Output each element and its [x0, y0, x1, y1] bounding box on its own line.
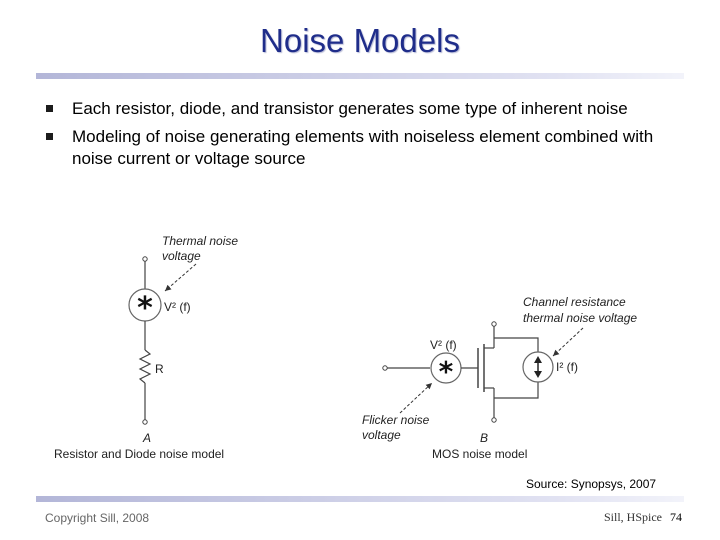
footer-course-text: Sill, HSpice — [603, 510, 662, 524]
thermal-noise-label: Thermal noise — [162, 234, 239, 248]
annotation-arrow — [165, 264, 196, 291]
mos-noise-model — [362, 295, 637, 461]
flicker-noise-label: Flicker noise — [362, 413, 430, 427]
thermal-noise-label-2: voltage — [162, 249, 201, 263]
bullet-text: Each resistor, diode, and transistor generates some type of inherent noise — [72, 99, 628, 118]
svg-text:*: * — [438, 355, 454, 388]
drain-node — [492, 322, 496, 326]
isource-label: I² (f) — [556, 360, 578, 374]
resistor-label: R — [155, 362, 164, 376]
copyright-text: Copyright Sill, 2008 — [45, 511, 150, 525]
terminal-node — [143, 420, 147, 424]
footer-right — [604, 510, 682, 525]
terminal-node — [143, 257, 147, 261]
channel-noise-label-2: thermal noise voltage — [523, 311, 638, 325]
vsource-label: V² (f) — [430, 338, 457, 352]
resistor-caption: Resistor and Diode noise model — [54, 447, 225, 461]
gate-node — [383, 366, 387, 370]
source-node — [492, 418, 496, 422]
svg-text:*: * — [137, 291, 153, 326]
channel-annotation-arrow — [553, 328, 583, 356]
flicker-annotation-arrow — [400, 383, 432, 413]
resistor-noise-model — [54, 234, 238, 461]
footer-divider — [36, 496, 684, 502]
bullet-text: Modeling of noise generating elements with noiseless element combined with noise current or voltage source — [72, 127, 654, 168]
node-label-b: B — [480, 431, 489, 445]
flicker-noise-label-2: voltage — [362, 428, 401, 442]
source-label: V² (f) — [164, 300, 191, 314]
source-citation: Source: Synopsys, 2007 — [526, 477, 657, 491]
channel-noise-label: Channel resistance — [523, 295, 626, 309]
node-label-a: A — [143, 431, 152, 445]
resistor-icon — [140, 350, 150, 383]
slide-title: Noise Models — [260, 22, 460, 59]
mos-caption: MOS noise model — [432, 447, 528, 461]
page-number: 74 — [670, 510, 682, 524]
